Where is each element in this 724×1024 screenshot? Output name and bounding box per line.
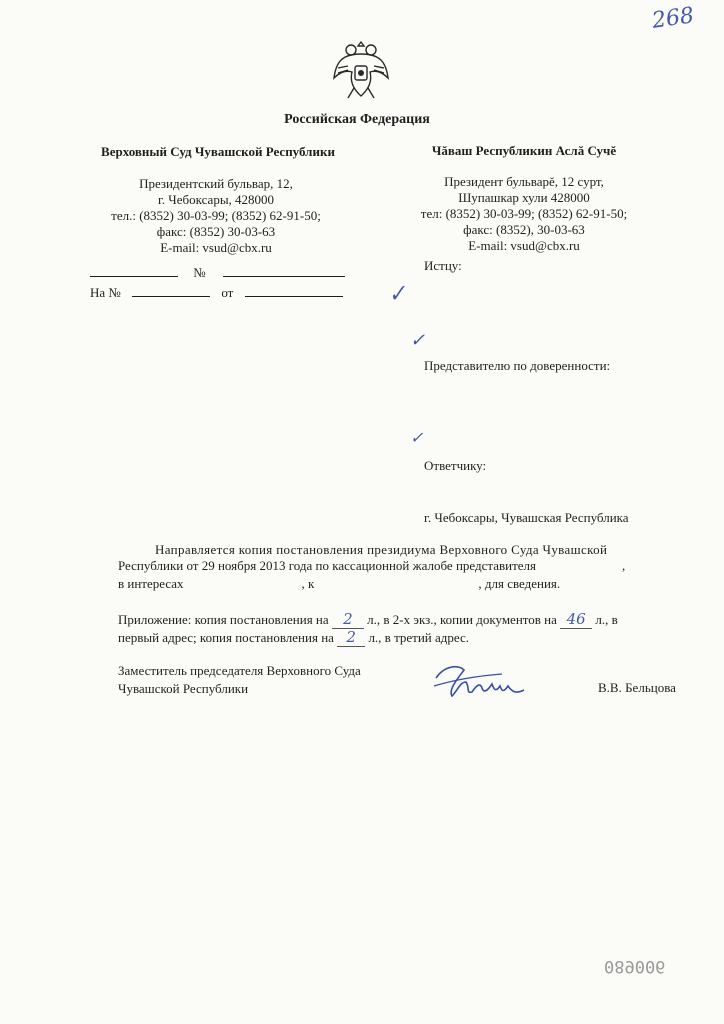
check-mark-2: ✓: [410, 330, 426, 351]
attachment-text-e: л., в третий адрес.: [368, 630, 470, 645]
coat-of-arms-icon: [332, 40, 390, 105]
outgoing-number-row: [90, 264, 345, 281]
body-line-2-end: ,: [622, 558, 626, 573]
handwritten-signature: [432, 660, 528, 709]
plaintiff-label: Истцу:: [424, 258, 462, 273]
left-address-line2: г. Чебоксары, 428000: [157, 192, 275, 207]
outgoing-number-blank: [223, 264, 345, 277]
body-line-3-start: в интересах: [118, 576, 184, 591]
representative-label: Представителю по доверенности:: [424, 358, 611, 373]
recipient-city: г. Чебоксары, Чувашская Республика: [424, 510, 629, 525]
right-address: [412, 174, 636, 254]
left-phone: тел.: (8352) 30-03-99; (8352) 62-91-50;: [111, 208, 321, 223]
body-line-2-text: Республики от 29 ноября 2013 года по кассационной жалобе представителя: [118, 558, 537, 573]
defendant-label: Ответчику:: [424, 458, 487, 473]
body-line-2: [118, 558, 625, 574]
from-label: от: [221, 285, 234, 300]
attachment-text-c: л., в: [595, 612, 618, 627]
right-fax: факс: (8352), 30-03-63: [463, 222, 585, 237]
right-email: E-mail: vsud@cbx.ru: [468, 238, 580, 253]
heading-russian-federation: Российская Федерация: [284, 112, 430, 127]
attachment-pages-1: 2: [332, 610, 364, 629]
outgoing-date-blank: [90, 264, 178, 277]
signatory-title: [118, 662, 361, 698]
right-org-name: Чăваш Республикин Аслă Сучĕ: [431, 143, 617, 158]
body-line-3: [118, 576, 560, 592]
attachment-text-a: Приложение: копия постановления на: [118, 612, 329, 627]
right-address-line2: Шупашкар хули 428000: [458, 190, 590, 205]
left-address: [90, 176, 342, 256]
left-email: E-mail: vsud@cbx.ru: [160, 240, 272, 255]
attachment-line-1: [118, 610, 618, 629]
signatory-name: В.В. Бельцова: [598, 680, 676, 695]
number-label: №: [193, 265, 206, 280]
attachment-pages-3: 2: [337, 628, 365, 647]
signatory-title-line2: Чувашской Республики: [118, 681, 249, 696]
on-number-label: На №: [90, 285, 121, 300]
body-line-1: Направляется копия постановления президиума Верховного Суда Чувашской: [155, 542, 608, 557]
corner-page-number: 268: [650, 3, 696, 34]
left-org-name: Верховный Суд Чувашской Республики: [101, 144, 335, 159]
check-mark-3: ✓: [410, 428, 424, 447]
body-line-3-mid: , к: [301, 576, 315, 591]
incoming-date-blank: [245, 284, 343, 297]
signatory-title-line1: Заместитель председателя Верховного Суда: [118, 663, 361, 678]
right-phone: тел: (8352) 30-03-99; (8352) 62-91-50;: [420, 206, 628, 221]
stamp-number: 089006: [604, 956, 666, 976]
incoming-number-row: [90, 284, 343, 301]
body-line-3-end: , для сведения.: [478, 576, 561, 591]
left-fax: факс: (8352) 30-03-63: [156, 224, 276, 239]
attachment-pages-2: 46: [560, 610, 592, 629]
check-mark-1: ✓: [385, 280, 409, 309]
left-address-line1: Президентский бульвар, 12,: [139, 176, 293, 191]
right-address-line1: Президент бульварĕ, 12 сурт,: [444, 174, 604, 189]
attachment-text-b: л., в 2-х экз., копии документов на: [367, 612, 557, 627]
incoming-number-blank: [132, 284, 210, 297]
attachment-line-2: [118, 628, 469, 647]
attachment-text-d: первый адрес; копия постановления на: [118, 630, 334, 645]
